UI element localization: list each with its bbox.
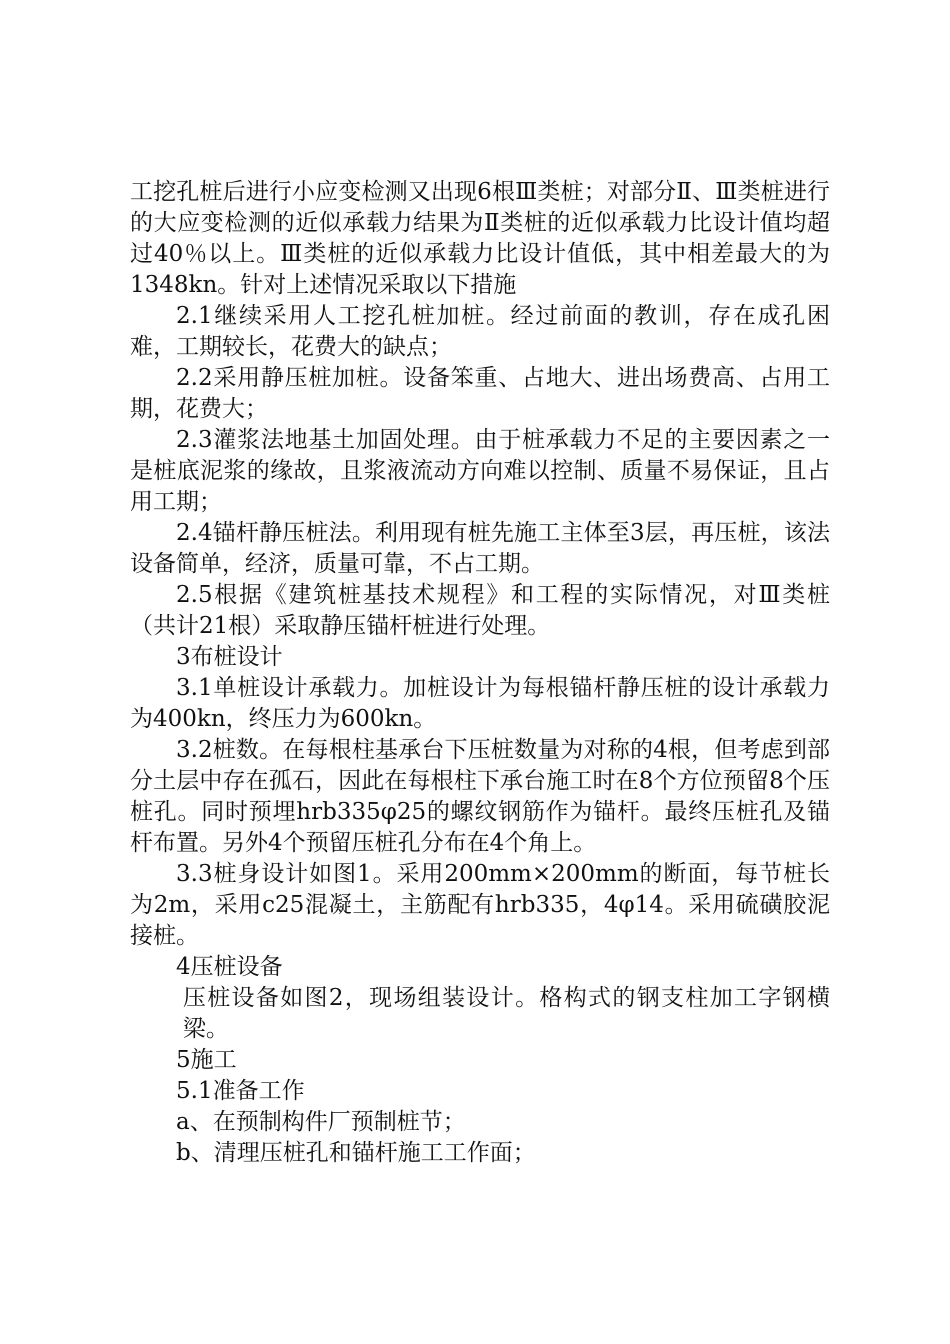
paragraph-3-3: 3.3桩身设计如图1。采用200mm×200mm的断面，每节桩长为2m，采用c25混凝土，主筋配有hrb335，4φ14。采用硫磺胶泥接桩。 xyxy=(130,861,830,949)
paragraph-2-2: 2.2采用静压桩加桩。设备笨重、占地大、进出场费高、占用工期，花费大； xyxy=(130,365,830,422)
paragraph-3-2: 3.2桩数。在每根柱基承台下压桩数量为对称的4根，但考虑到部分土层中存在孤石，因此在每根柱下承台施工时在8个方位预留8个压桩孔。同时预埋hrb335φ25的螺纹钢筋作为锚杆。最终压桩孔及锚杆布置。另外4个预留压桩孔分布在4个角上。 xyxy=(130,737,830,856)
list-item-a: a、在预制构件厂预制桩节； xyxy=(176,1109,466,1135)
paragraph-4: 压桩设备如图2，现场组装设计。格构式的钢支柱加工字钢横梁。 xyxy=(182,985,830,1042)
paragraph-3-1: 3.1单桩设计承载力。加桩设计为每根锚杆静压桩的设计承载力为400kn，终压力为600kn。 xyxy=(130,675,830,732)
subsection-heading-5-1: 5.1准备工作 xyxy=(176,1078,305,1104)
paragraph-2-3: 2.3灌浆法地基土加固处理。由于桩承载力不足的主要因素之一是桩底泥浆的缘故，且浆液流动方向难以控制、质量不易保证，且占用工期； xyxy=(130,427,830,515)
paragraph-intro: 工挖孔桩后进行小应变检测又出现6根Ⅲ类桩；对部分Ⅱ、Ⅲ类桩进行的大应变检测的近似承载力结果为Ⅱ类桩的近似承载力比设计值均超过40％以上。Ⅲ类桩的近似承载力比设计值低，其中相差最大的为1348kn。针对上述情况采取以下措施 xyxy=(130,179,830,298)
section-heading-5: 5施工 xyxy=(176,1047,237,1073)
document-body xyxy=(130,177,830,1169)
section-heading-4: 4压桩设备 xyxy=(176,954,283,980)
paragraph-2-5: 2.5根据《建筑桩基技术规程》和工程的实际情况，对Ⅲ类桩（共计21根）采取静压锚杆桩进行处理。 xyxy=(130,582,830,639)
paragraph-2-1: 2.1继续采用人工挖孔桩加桩。经过前面的教训，存在成孔困难，工期较长，花费大的缺点； xyxy=(130,303,830,360)
list-item-b: b、清理压桩孔和锚杆施工工作面； xyxy=(176,1140,536,1166)
paragraph-2-4: 2.4锚杆静压桩法。利用现有桩先施工主体至3层，再压桩，该法设备简单，经济，质量可靠，不占工期。 xyxy=(130,520,830,577)
section-heading-3: 3布桩设计 xyxy=(176,644,283,670)
